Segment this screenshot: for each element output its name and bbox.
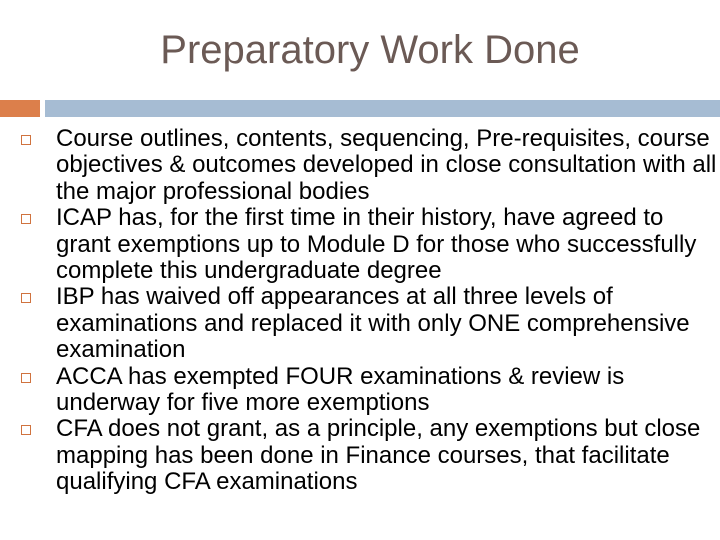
- bullet-list: [20, 126, 718, 496]
- title-rule-bar: [45, 100, 720, 117]
- bullet-text: Course outlines, contents, sequencing, Pre-requisites, course objectives & outcomes developed in close consultation with all the major professional bodies: [56, 125, 717, 205]
- bullet-text: CFA does not grant, as a principle, any exemptions but close mapping has been done in Finance courses, that facilitate qualifying CFA examinations: [56, 415, 701, 496]
- square-bullet-icon: [21, 135, 31, 145]
- square-bullet-icon: [21, 425, 31, 435]
- bullet-item: [20, 205, 718, 284]
- bullet-text: ACCA has exempted FOUR examinations & review is underway for five more exemptions: [56, 362, 625, 417]
- bullet-item: [20, 284, 718, 363]
- bullet-item: [20, 364, 718, 417]
- bullet-item: [20, 416, 718, 495]
- bullet-text: ICAP has, for the first time in their history, have agreed to grant exemptions up to Module D for those who successfully complete this undergraduate degree: [56, 204, 697, 285]
- bullet-item: [20, 126, 718, 205]
- bullet-text: IBP has waived off appearances at all three levels of examinations and replaced it with only ONE comprehensive examination: [56, 283, 690, 364]
- slide-title: Preparatory Work Done: [160, 28, 580, 72]
- square-bullet-icon: [21, 373, 31, 383]
- square-bullet-icon: [21, 214, 31, 224]
- square-bullet-icon: [21, 293, 31, 303]
- title-accent-bar: [0, 100, 40, 117]
